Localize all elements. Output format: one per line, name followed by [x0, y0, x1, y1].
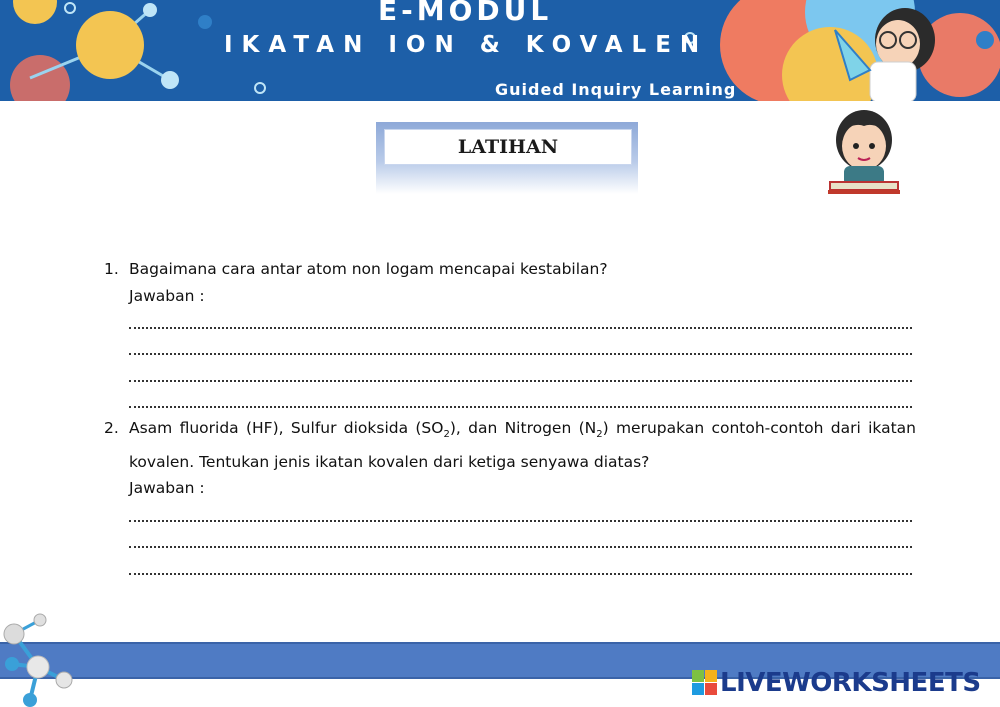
subscript: 2	[596, 429, 603, 441]
liveworksheets-brand[interactable]	[692, 668, 981, 698]
question-1	[104, 256, 916, 415]
module-tagline: Guided Inquiry Learning	[495, 80, 737, 99]
question-number: 1.	[104, 260, 119, 278]
student-reading-illustration	[824, 104, 904, 198]
question-text	[129, 415, 916, 475]
question-text-part: Asam fluorida (HF), Sulfur dioksida (SO	[129, 419, 444, 438]
question-text-part: ) merupakan contoh-contoh dari ikatan kovalen. Tentukan jenis ikatan kovalen dari ketiga senyawa diatas?	[129, 419, 916, 471]
question-text-part: ), dan Nitrogen (N	[449, 419, 597, 438]
subscript: 2	[443, 429, 450, 441]
answer-label: Jawaban :	[129, 286, 205, 305]
liveworksheets-logo-icon	[692, 670, 718, 696]
answer-line[interactable]	[129, 362, 916, 389]
header-banner	[0, 0, 1000, 101]
question-2	[104, 415, 916, 581]
answer-line[interactable]	[129, 502, 916, 529]
answer-label: Jawaban :	[129, 479, 205, 498]
exercise-content	[104, 256, 916, 582]
answer-line[interactable]	[129, 309, 916, 336]
answer-line[interactable]	[129, 529, 916, 556]
module-title: E-MODUL	[378, 0, 553, 27]
section-title: LATIHAN	[457, 136, 559, 158]
brand-name: LIVEWORKSHEETS	[720, 668, 981, 698]
question-number: 2.	[104, 419, 119, 438]
molecule-icon	[0, 612, 80, 707]
answer-line[interactable]	[129, 389, 916, 416]
module-subtitle: IKATAN ION & KOVALEN	[224, 32, 709, 58]
question-text: Bagaimana cara antar atom non logam mencapai kestabilan?	[129, 260, 608, 278]
answer-line[interactable]	[129, 336, 916, 363]
answer-line[interactable]	[129, 555, 916, 582]
section-title-box	[384, 129, 632, 165]
